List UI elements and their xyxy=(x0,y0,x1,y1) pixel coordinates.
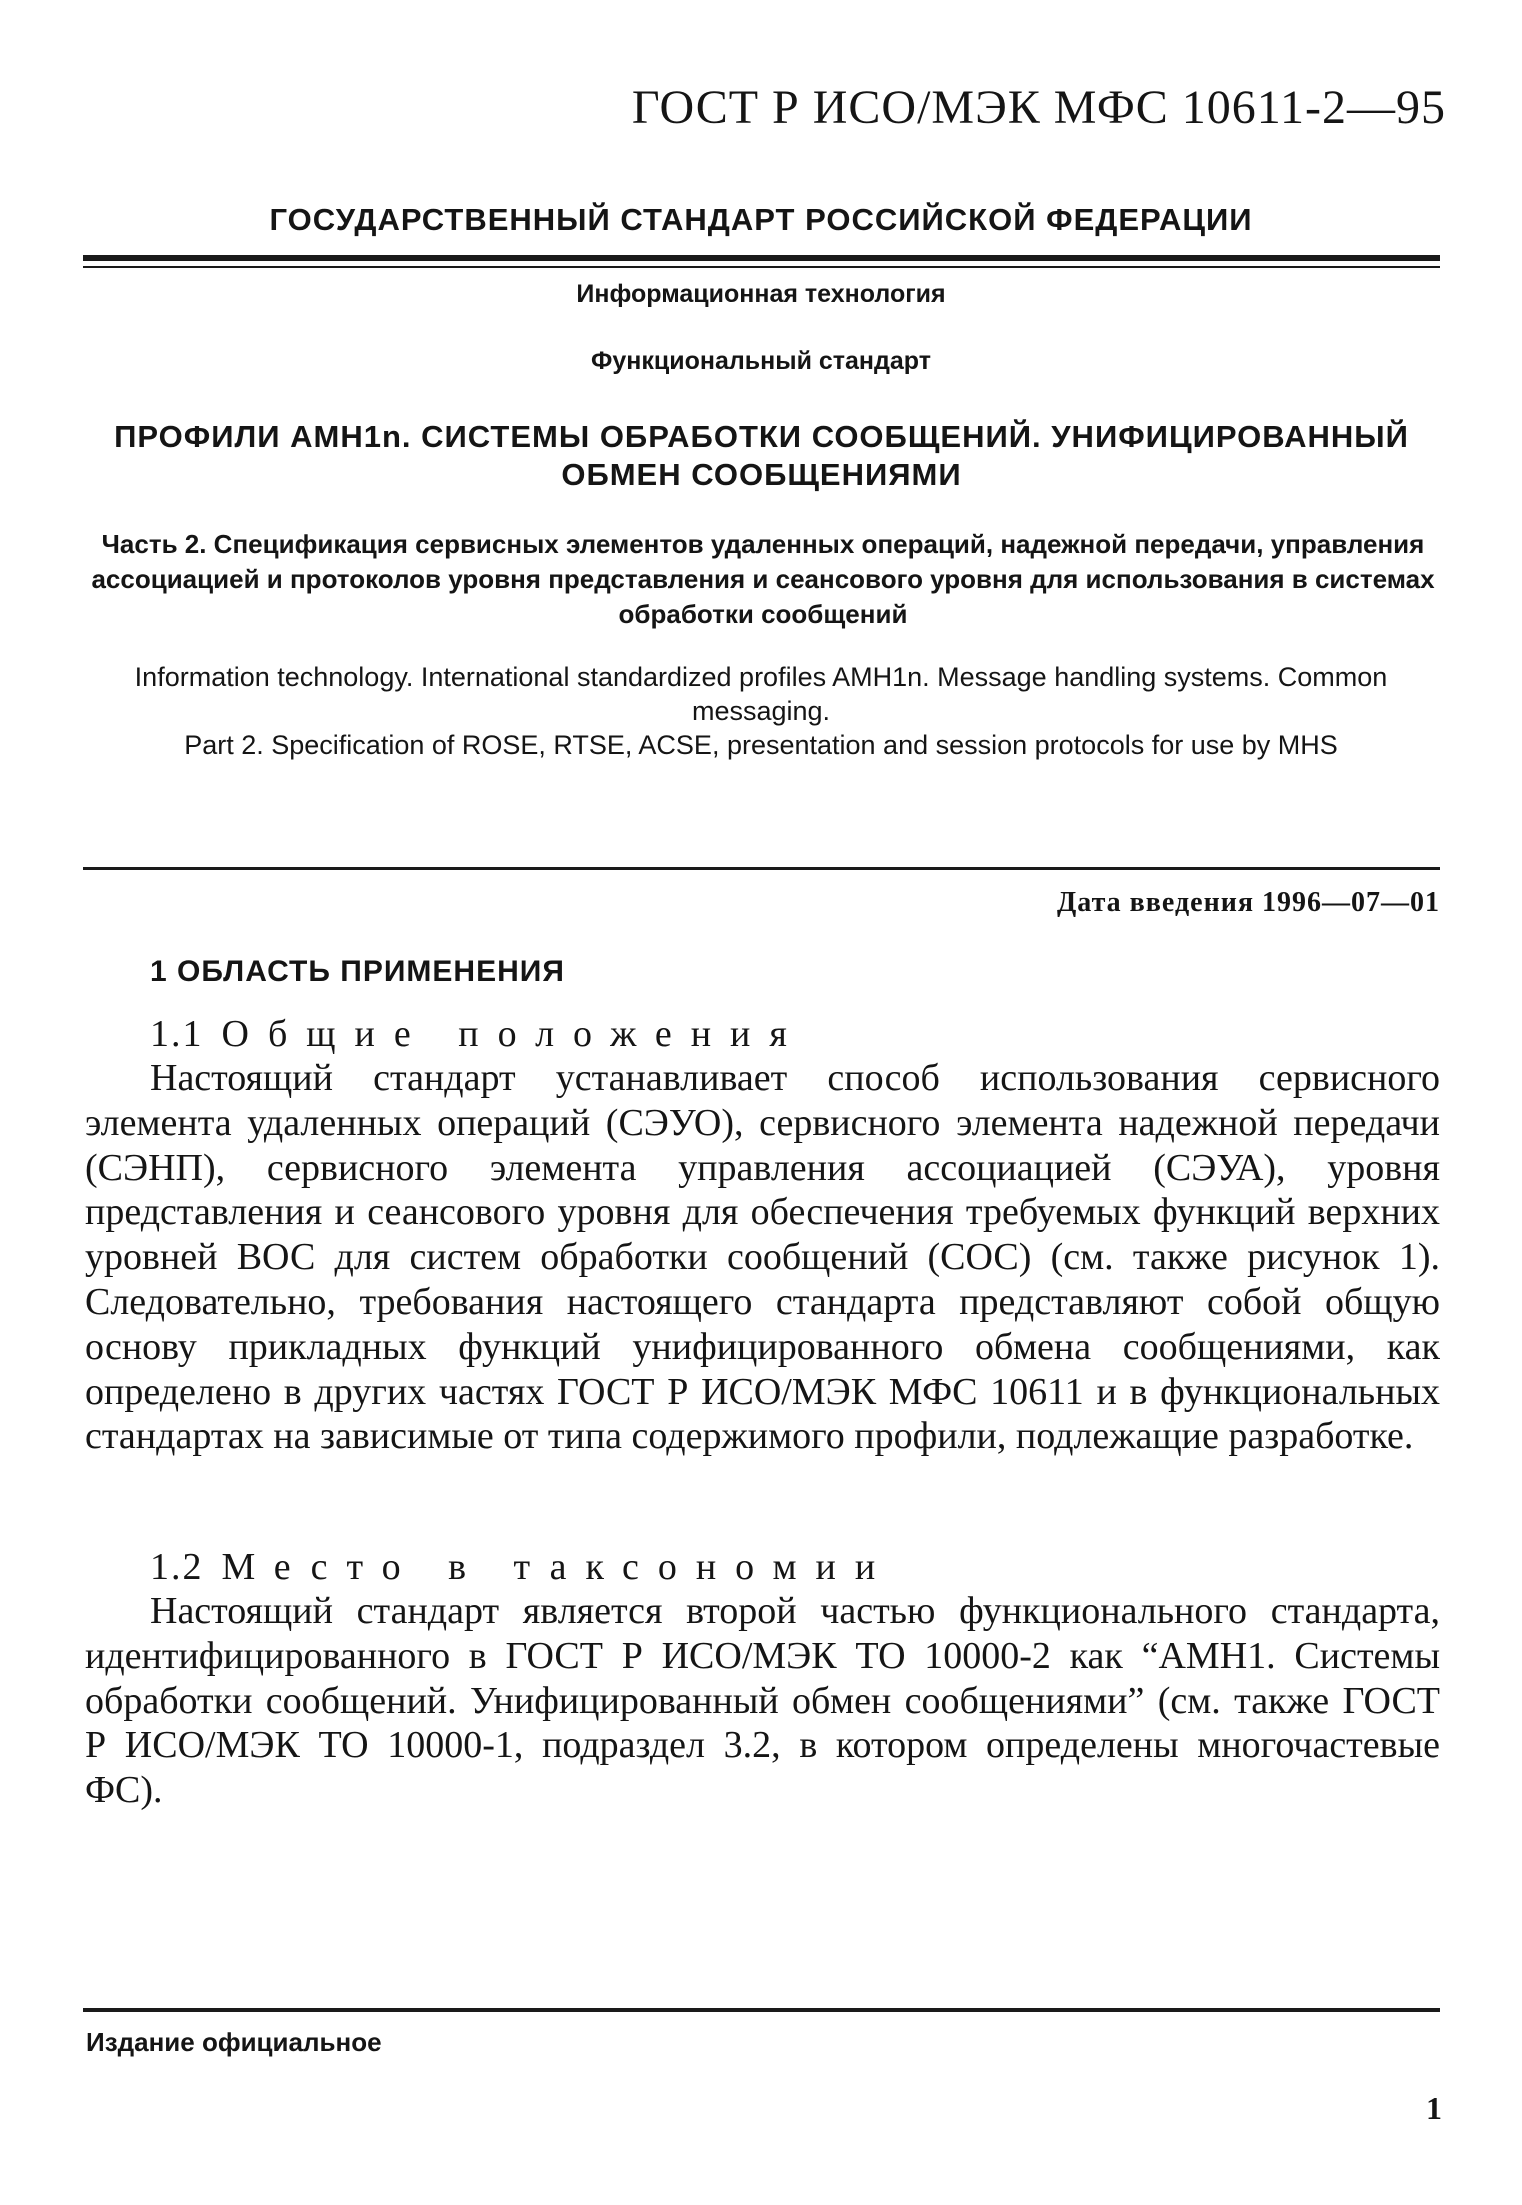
subject-line: Информационная технология xyxy=(576,280,946,308)
subsection-heading-1-2 xyxy=(150,1545,894,1589)
standard-type-line: Функциональный стандарт xyxy=(591,347,931,375)
header-divider-thick xyxy=(83,255,1440,261)
english-part-title: Part 2. Specification of ROSE, RTSE, ACSE, presentation and session protocols for use by MHS xyxy=(184,730,1338,760)
subsection-title: Место в таксономии xyxy=(221,1546,895,1588)
document-code: ГОСТ Р ИСО/МЭК МФС 10611-2—95 xyxy=(631,81,1446,134)
header-divider-thin xyxy=(83,266,1440,268)
main-title: ПРОФИЛИ АМН1n. СИСТЕМЫ ОБРАБОТКИ СООБЩЕНИЙ. УНИФИЦИРОВАННЫЙ ОБМЕН СООБЩЕНИЯМИ xyxy=(114,419,1409,492)
subsection-title: Общие положения xyxy=(221,1013,806,1055)
footer-divider xyxy=(83,2008,1440,2012)
part-title-ru: Часть 2. Спецификация сервисных элементов удаленных операций, надежной передачи, управления ассоциацией и протоколов уровня представления и сеансового уровня для использования в системах обработки сообщений xyxy=(91,529,1435,629)
section-heading: 1 ОБЛАСТЬ ПРИМЕНЕНИЯ xyxy=(150,955,565,988)
edition-note: Издание официальное xyxy=(86,2027,382,2057)
subsection-heading-1-1 xyxy=(150,1012,806,1056)
english-title: Information technology. International standardized profiles AMH1n. Message handling systems. Common messaging. xyxy=(134,662,1388,726)
state-standard-title: ГОСУДАРСТВЕННЫЙ СТАНДАРТ РОССИЙСКОЙ ФЕДЕРАЦИИ xyxy=(269,202,1253,237)
subsection-paragraph-1-2: Настоящий стандарт является второй частью функционального стандарта, идентифицированного в ГОСТ Р ИСО/МЭК ТО 10000-2 как “АМН1. Системы обработки сообщений. Унифицированный обмен сообщениями” (см. также ГОСТ Р ИСО/МЭК ТО 10000-1, подраздел 3.2, в котором определены многочастевые ФС). xyxy=(85,1590,1440,1812)
subsection-number: 1.2 xyxy=(150,1546,204,1588)
english-title-block xyxy=(110,660,1412,762)
subsection-paragraph-1-1: Настоящий стандарт устанавливает способ использования сервисного элемента удаленных операций (СЭУО), сервисного элемента надежной передачи (СЭНП), сервисного элемента управления ассоциацией (СЭУА), уровня представления и сеансового уровня для обеспечения требуемых функций верхних уровней ВОС для систем обработки сообщений (СОС) (см. также рисунок 1). Следовательно, требования настоящего стандарта представляют собой общую основу прикладных функций унифицированного обмена сообщениями, как определено в других частях ГОСТ Р ИСО/МЭК МФС 10611 и в функциональных стандартах на зависимые от типа содержимого профили, подлежащие разработке. xyxy=(85,1057,1440,1458)
subsection-number: 1.1 xyxy=(150,1013,204,1055)
page-number: 1 xyxy=(1426,2090,1442,2126)
introduction-date: Дата введения 1996—07—01 xyxy=(1057,887,1440,918)
title-divider xyxy=(83,867,1440,870)
